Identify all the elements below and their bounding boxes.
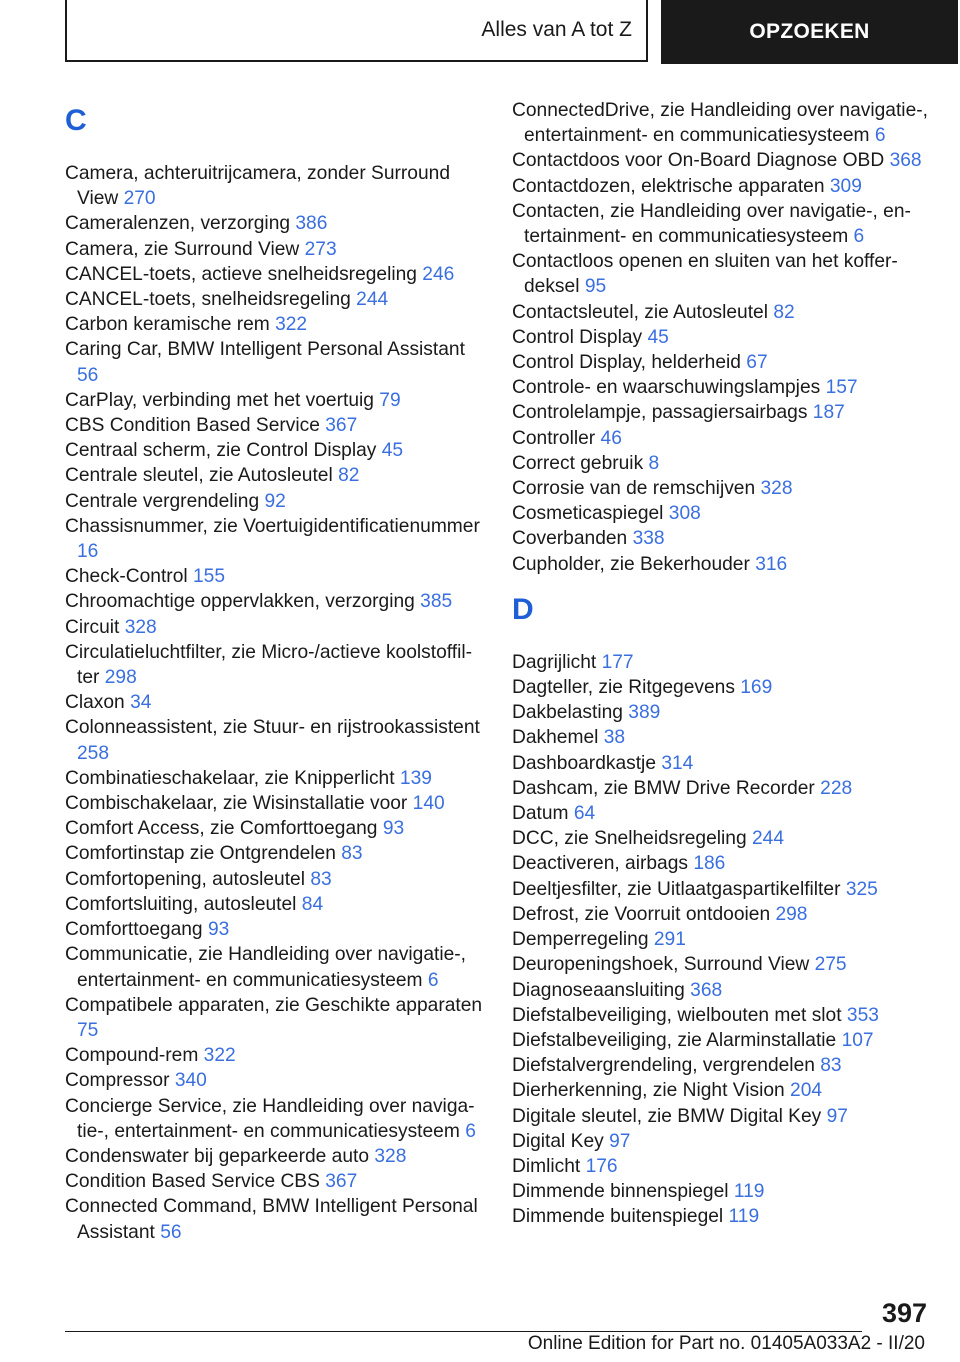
page-reference-link[interactable]: 187 (812, 402, 845, 424)
page-reference-link[interactable]: 309 (829, 175, 862, 197)
index-entry-text: Condenswater bij geparkeerde auto (65, 1145, 370, 1167)
index-entry-text: Contactdozen, elektrische apparaten (512, 175, 825, 197)
index-column-right (512, 98, 932, 1230)
index-entry-text: Digitale sleutel, zie BMW Digital Key (512, 1105, 822, 1127)
index-entry (65, 615, 485, 640)
page-reference-link[interactable]: 38 (603, 727, 626, 749)
page-reference-link[interactable]: 169 (740, 677, 773, 699)
section-d (512, 587, 932, 1230)
index-entry (65, 388, 485, 413)
page-reference-link[interactable]: 79 (379, 389, 401, 411)
page-reference-link[interactable]: 6 (427, 969, 439, 991)
page-reference-link[interactable]: 186 (693, 853, 726, 875)
index-entry-text: Comfortinstap zie Ontgrendelen (65, 843, 336, 865)
page-reference-link[interactable]: 322 (275, 314, 308, 336)
index-entry (512, 98, 932, 148)
index-entry (65, 867, 485, 892)
index-entry (65, 1068, 485, 1093)
page-reference-link[interactable]: 56 (160, 1221, 182, 1243)
index-entry (65, 942, 485, 992)
index-entry (65, 463, 485, 488)
page-reference-link[interactable]: 204 (790, 1080, 823, 1102)
index-entry (65, 262, 485, 287)
index-column-left (65, 98, 485, 1245)
index-entry-text: Deeltjesfilter, zie Uitlaatgaspartikelfilter (512, 878, 841, 900)
index-entry (512, 751, 932, 776)
page-reference-link[interactable]: 270 (123, 188, 156, 210)
index-entry (65, 1094, 485, 1144)
index-entry-text: Deactiveren, airbags (512, 853, 688, 875)
index-entry-text: Centraal scherm, zie Control Display (65, 440, 377, 462)
index-entry (512, 978, 932, 1003)
index-entry-text: Combischakelaar, zie Wisinstallatie voor (65, 793, 408, 815)
index-entry (512, 851, 932, 876)
index-entry-text: CANCEL-toets, snelheidsregeling (65, 289, 351, 311)
page-reference-link[interactable]: 56 (77, 364, 99, 386)
index-entry-text: Deuropeningshoek, Surround View (512, 954, 810, 976)
index-entry (65, 337, 485, 387)
index-entry (65, 993, 485, 1043)
index-entry (512, 325, 932, 350)
page-reference-link[interactable]: 157 (825, 377, 858, 399)
index-entry (65, 489, 485, 514)
index-entry (512, 1003, 932, 1028)
page-reference-link[interactable]: 367 (325, 1171, 358, 1193)
page-reference-link[interactable]: 139 (399, 767, 432, 789)
index-entry (512, 1154, 932, 1179)
index-entry (65, 438, 485, 463)
index-entry (65, 211, 485, 236)
page-reference-link[interactable]: 308 (668, 503, 701, 525)
index-entry-text: Controller (512, 427, 596, 449)
index-entry (512, 1129, 932, 1154)
index-entry (512, 400, 932, 425)
index-entry-text: Compressor (65, 1070, 170, 1092)
index-entry-text: Centrale sleutel, zie Autosleutel (65, 465, 333, 487)
index-entry (512, 552, 932, 577)
index-entry (512, 902, 932, 927)
index-entry-text: Carbon keramische rem (65, 314, 270, 336)
index-entry (512, 1078, 932, 1103)
index-entry (65, 287, 485, 312)
index-entry-text: DCC, zie Snelheidsregeling (512, 828, 747, 850)
page-reference-link[interactable]: 6 (853, 226, 865, 248)
index-entry-text: Contactloos openen en sluiten van het kofferdeksel (512, 251, 898, 298)
index-entry (65, 514, 485, 564)
index-entry-text: Comfortsluiting, autosleutel (65, 893, 297, 915)
index-entry (65, 1169, 485, 1194)
index-entry (65, 312, 485, 337)
page-reference-link[interactable]: 45 (381, 440, 404, 462)
index-entry (65, 841, 485, 866)
index-entry-text: Dashcam, zie BMW Drive Recorder (512, 777, 815, 799)
index-entry-text: Connected Command, BMW Intelligent Personal Assistant (65, 1196, 478, 1243)
index-entry-text: Dagrijlicht (512, 651, 597, 673)
index-entry (65, 917, 485, 942)
index-entry (512, 1053, 932, 1078)
page-reference-link[interactable]: 368 (690, 979, 723, 1001)
index-entry-text: Controlelampje, passagiersairbags (512, 402, 808, 424)
page-reference-link[interactable]: 83 (310, 868, 332, 890)
index-entry-text: Chroomachtige oppervlakken, verzorging (65, 591, 415, 613)
index-entry-text: Claxon (65, 692, 125, 714)
index-entry-text: Contacten, zie Handleiding over navigatie-, entertainment- en communicatiesysteem (512, 200, 911, 248)
index-entry-text: Comfortopening, autosleutel (65, 868, 305, 890)
page-reference-link[interactable]: 177 (601, 651, 634, 673)
index-entry-text: Control Display (512, 326, 643, 348)
index-entry-text: Concierge Service, zie Handleiding over navigatie-, entertainment- en communicatiesysteem (65, 1095, 475, 1142)
footer-edition: Online Edition for Part no. 01405A033A2 - II/20 (527, 1333, 925, 1354)
page-reference-link[interactable]: 367 (325, 415, 358, 437)
index-entry (512, 526, 932, 551)
index-entry (512, 350, 932, 375)
page-reference-link[interactable]: 107 (841, 1029, 874, 1051)
page-reference-link[interactable]: 97 (826, 1105, 848, 1127)
index-entry (512, 1204, 932, 1229)
index-entry-text: CarPlay, verbinding met het voertuig (65, 389, 374, 411)
index-entry (65, 1144, 485, 1169)
index-entry (512, 725, 932, 750)
index-entry-text: Control Display, helderheid (512, 352, 741, 374)
page-reference-link[interactable]: 119 (733, 1181, 765, 1203)
index-entry-text: Chassisnummer, zie Voertuigidentificatienummer (65, 515, 480, 537)
index-entry (512, 826, 932, 851)
page-reference-link[interactable]: 46 (600, 427, 622, 449)
page-reference-link[interactable]: 84 (301, 893, 324, 915)
page-reference-link[interactable]: 328 (760, 478, 793, 500)
index-entry-text: Combinatieschakelaar, zie Knipperlicht (65, 767, 395, 789)
page-reference-link[interactable]: 340 (174, 1070, 207, 1092)
index-entry (512, 300, 932, 325)
footer-divider (65, 1331, 862, 1332)
page-reference-link[interactable]: 386 (295, 213, 328, 235)
header-bar (65, 0, 958, 64)
index-entry (65, 766, 485, 791)
page-reference-link[interactable]: 244 (751, 828, 784, 850)
page-reference-link[interactable]: 83 (341, 843, 363, 865)
page-reference-link[interactable]: 176 (585, 1155, 618, 1177)
index-entry (512, 1104, 932, 1129)
index-entry-text: CBS Condition Based Service (65, 415, 320, 437)
index-entry (65, 690, 485, 715)
index-entry-text: Diagnoseaansluiting (512, 979, 685, 1001)
page-reference-link[interactable]: 328 (374, 1145, 407, 1167)
page-reference-link[interactable]: 244 (356, 289, 389, 311)
index-entry-text: Diefstalbeveiliging, wielbouten met slot (512, 1004, 842, 1026)
page-reference-link[interactable]: 83 (820, 1055, 842, 1077)
page-reference-link[interactable]: 45 (647, 326, 669, 348)
index-entry-text: Dierherkenning, zie Night Vision (512, 1080, 785, 1102)
page-reference-link[interactable]: 322 (203, 1045, 236, 1067)
index-entry (512, 451, 932, 476)
index-entry (512, 375, 932, 400)
index-entry (512, 776, 932, 801)
page-reference-link[interactable]: 291 (653, 929, 686, 951)
index-entry-text: Centrale vergrendeling (65, 490, 260, 512)
index-entry-text: Compatibele apparaten, zie Geschikte apparaten (65, 994, 483, 1016)
index-entry (65, 715, 485, 765)
index-entry-text: Communicatie, zie Handleiding over navigatie-, entertainment- en communicatiesysteem (65, 944, 467, 991)
index-entry-text: Dimmende buitenspiegel (512, 1206, 724, 1228)
page-reference-link[interactable]: 338 (632, 528, 665, 550)
index-entry-text: Corrosie van de remschijven (512, 478, 756, 500)
page-reference-link[interactable]: 82 (773, 301, 795, 323)
page-reference-link[interactable]: 64 (573, 803, 596, 825)
index-entry-text: Cosmeticaspiegel (512, 503, 664, 525)
page-reference-link[interactable]: 275 (814, 954, 847, 976)
index-list-c-continued (512, 98, 932, 577)
index-entry-text: Circulatieluchtfilter, zie Micro-/actieve koolstoffilter (65, 641, 472, 689)
index-entry-text: Dimlicht (512, 1155, 581, 1177)
index-entry-text: Contactdoos voor On-Board Diagnose OBD (512, 150, 885, 172)
page-reference-link[interactable]: 389 (628, 702, 661, 724)
page-reference-link[interactable]: 140 (412, 793, 445, 815)
page-reference-link[interactable]: 258 (77, 742, 110, 764)
index-entry-text: Defrost, zie Voorruit ontdooien (512, 903, 771, 925)
index-entry (512, 249, 932, 299)
index-entry-text: Dakbelasting (512, 702, 623, 724)
section-letter-d: D (512, 592, 534, 626)
index-entry-text: Dashboardkastje (512, 752, 656, 774)
page-reference-link[interactable]: 298 (775, 903, 808, 925)
page-reference-link[interactable]: 6 (874, 125, 886, 147)
index-entry (65, 892, 485, 917)
index-entry-text: Contactsleutel, zie Autosleutel (512, 301, 768, 323)
index-entry (65, 791, 485, 816)
page-reference-link[interactable]: 75 (77, 1019, 99, 1041)
index-entry-text: Datum (512, 803, 569, 825)
index-entry (65, 161, 485, 211)
index-entry-text: Dimmende binnenspiegel (512, 1181, 729, 1203)
index-list-d (512, 650, 932, 1230)
index-entry (65, 564, 485, 589)
page-number: 397 (881, 1298, 927, 1328)
page-reference-link[interactable]: 368 (889, 150, 922, 172)
index-entry-text: Digital Key (512, 1130, 604, 1152)
index-entry-text: Cameralenzen, verzorging (65, 213, 291, 235)
index-entry-text: Dakhemel (512, 727, 599, 749)
index-entry (512, 877, 932, 902)
index-entry (65, 589, 485, 614)
index-entry (512, 952, 932, 977)
index-entry-text: Correct gebruik (512, 452, 644, 474)
page-reference-link[interactable]: 93 (207, 919, 230, 941)
page-reference-link[interactable]: 95 (584, 276, 607, 298)
page-reference-link[interactable]: 298 (104, 667, 137, 689)
index-entry (512, 148, 932, 173)
index-entry-text: Caring Car, BMW Intelligent Personal Assistant (65, 339, 465, 361)
index-entry (512, 476, 932, 501)
page-reference-link[interactable]: 314 (661, 752, 694, 774)
page-reference-link[interactable]: 328 (124, 616, 157, 638)
index-entry-text: Comfort Access, zie Comforttoegang (65, 818, 378, 840)
index-entry-text: ConnectedDrive, zie Handleiding over navigatie-, entertainment- en communicatiesysteem (512, 100, 928, 147)
index-entry (65, 413, 485, 438)
page-reference-link[interactable]: 385 (420, 591, 453, 613)
tab-alphabetical-index-label: Alles van A tot Z (481, 18, 632, 41)
page-reference-link[interactable]: 325 (845, 878, 878, 900)
page-reference-link[interactable]: 16 (77, 541, 99, 563)
index-entry (512, 1028, 932, 1053)
page-reference-link[interactable]: 92 (264, 490, 286, 512)
index-entry-text: Diefstalbeveiliging, zie Alarminstallatie (512, 1029, 837, 1051)
index-entry (65, 640, 485, 690)
index-entry-text: Coverbanden (512, 528, 628, 550)
page-reference-link[interactable]: 93 (382, 818, 405, 840)
index-entry (512, 426, 932, 451)
tab-alphabetical-index[interactable] (65, 0, 648, 62)
index-entry (65, 816, 485, 841)
index-entry-text: Cupholder, zie Bekerhouder (512, 553, 750, 575)
tab-search-label: OPZOEKEN (749, 20, 870, 43)
page-reference-link[interactable]: 228 (820, 777, 853, 799)
page-reference-link[interactable]: 119 (728, 1206, 760, 1228)
page-reference-link[interactable]: 82 (338, 465, 360, 487)
page-reference-link[interactable]: 273 (304, 238, 337, 260)
index-entry (512, 501, 932, 526)
index-entry-text: Demperregeling (512, 929, 649, 951)
index-entry (65, 237, 485, 262)
index-entry-text: Diefstalvergrendeling, vergrendelen (512, 1055, 815, 1077)
page-reference-link[interactable]: 34 (130, 692, 152, 714)
index-entry-text: Dagteller, zie Ritgegevens (512, 677, 735, 699)
tab-search[interactable] (661, 0, 958, 64)
index-entry (512, 675, 932, 700)
index-entry-text: Controle- en waarschuwingslampjes (512, 377, 821, 399)
index-entry-text: Compound-rem (65, 1045, 199, 1067)
page-reference-link[interactable]: 246 (422, 263, 455, 285)
index-entry (512, 1179, 932, 1204)
index-entry (512, 650, 932, 675)
index-entry (65, 1043, 485, 1068)
page-reference-link[interactable]: 155 (192, 566, 225, 588)
section-letter-c: C (65, 104, 87, 137)
index-entry-text: Check-Control (65, 566, 188, 588)
index-entry (512, 199, 932, 249)
index-entry-text: Condition Based Service CBS (65, 1171, 320, 1193)
page-reference-link[interactable]: 8 (648, 452, 660, 474)
index-entry (512, 174, 932, 199)
page-reference-link[interactable]: 316 (755, 553, 788, 575)
page-reference-link[interactable]: 6 (465, 1120, 476, 1142)
page-reference-link[interactable]: 353 (846, 1004, 879, 1026)
index-entry (512, 700, 932, 725)
index-entry-text: Colonneassistent, zie Stuur- en rijstrookassistent (65, 717, 480, 739)
index-entry-text: Circuit (65, 616, 120, 638)
index-entry (65, 1194, 485, 1244)
page-reference-link[interactable]: 67 (746, 352, 768, 374)
index-entry (512, 927, 932, 952)
index-entry-text: CANCEL-toets, actieve snelheidsregeling (65, 263, 417, 285)
index-list-c (65, 161, 485, 1245)
index-entry-text: Camera, achteruitrijcamera, zonder Surround View (65, 163, 450, 210)
index-entry-text: Comforttoegang (65, 919, 203, 941)
index-entry-text: Camera, zie Surround View (65, 238, 300, 260)
index-entry (512, 801, 932, 826)
page-reference-link[interactable]: 97 (609, 1130, 631, 1152)
